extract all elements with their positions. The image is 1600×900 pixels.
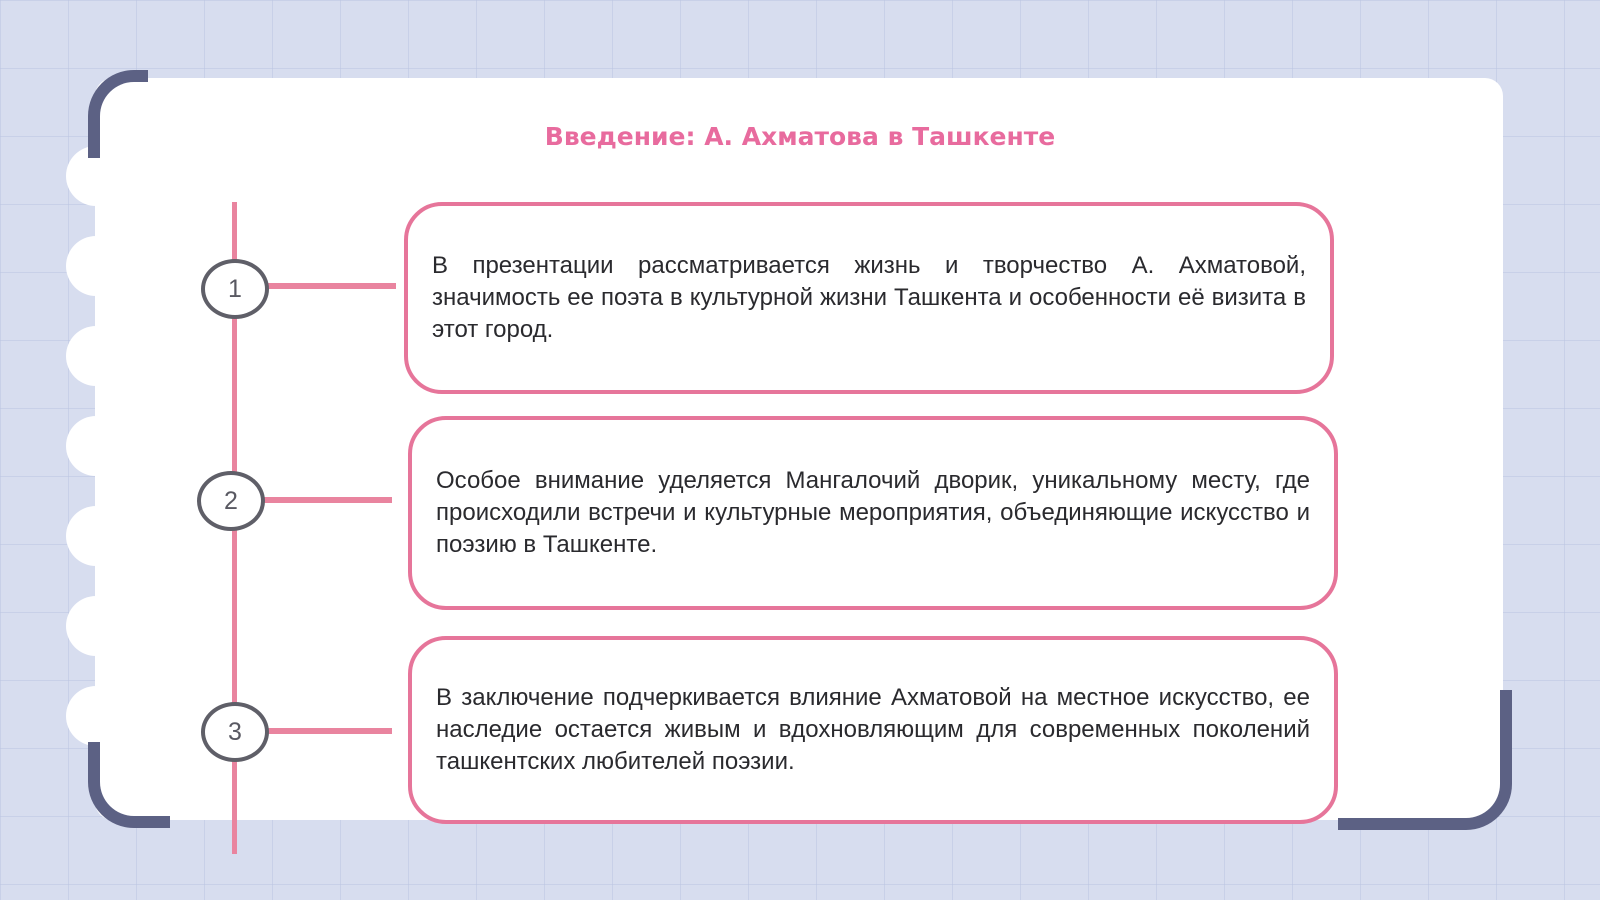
content-text-1: В презентации рассматривается жизнь и творчество А. Ахматовой, значимость ее поэта в культурной жизни Ташкента и особенности её визита в этот город. — [432, 252, 1306, 343]
timeline-node-1: 1 — [201, 259, 269, 319]
content-box-2 — [408, 416, 1338, 610]
corner-bracket-bottom-right — [1338, 690, 1512, 830]
timeline-node-2: 2 — [197, 471, 265, 531]
content-box-3 — [408, 636, 1338, 824]
timeline-connector-1 — [268, 283, 396, 289]
timeline-node-3: 3 — [201, 702, 269, 762]
scallop-edge — [66, 596, 126, 656]
scallop-edge — [66, 686, 126, 746]
timeline-connector-2 — [264, 497, 392, 503]
slide-title: Введение: А. Ахматова в Ташкенте — [544, 122, 1056, 151]
timeline-connector-3 — [268, 728, 392, 734]
content-text-2: Особое внимание уделяется Мангалочий дворик, уникальному месту, где происходили встречи и культурные мероприятия, объединяющие искусство и поэзию в Ташкенте. — [436, 467, 1310, 558]
scallop-edge — [66, 506, 126, 566]
scallop-edge — [66, 326, 126, 386]
corner-bracket-top-left — [88, 70, 148, 158]
scallop-edge — [66, 236, 126, 296]
scallop-edge — [66, 416, 126, 476]
content-box-1 — [404, 202, 1334, 394]
content-text-3: В заключение подчеркивается влияние Ахматовой на местное искусство, ее наследие остается живым и вдохновляющим для современных поколений ташкентских любителей поэзии. — [436, 684, 1310, 775]
